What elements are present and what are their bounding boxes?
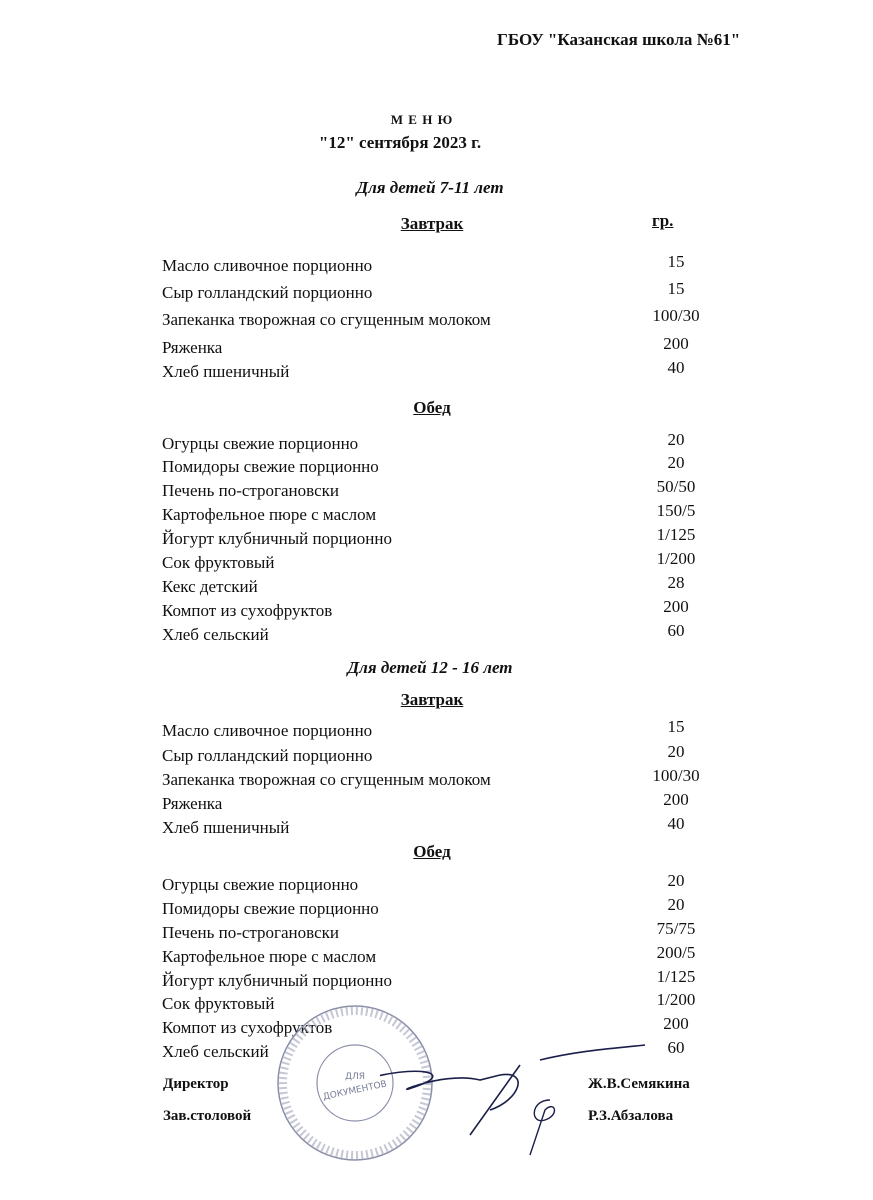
menu-item-name: Запеканка творожная со сгущенным молоком	[162, 770, 491, 789]
signatory-role: Зав.столовой	[163, 1108, 252, 1124]
menu-item-weight: 28	[667, 573, 685, 592]
menu-item-name: Сыр голландский порционно	[162, 746, 373, 765]
menu-item-weight: 150/5	[656, 501, 696, 520]
menu-date: "12" сентября 2023 г.	[318, 133, 482, 152]
menu-item-name: Масло сливочное порционно	[162, 256, 373, 275]
age-group-heading: Для детей 7-11 лет	[356, 178, 504, 197]
menu-item-weight: 20	[667, 453, 685, 472]
menu-item-name: Запеканка творожная со сгущенным молоком	[162, 310, 491, 329]
menu-item-weight: 100/30	[652, 766, 700, 785]
menu-item-name: Помидоры свежие порционно	[162, 899, 379, 918]
menu-item-weight: 20	[667, 430, 685, 449]
menu-item-name: Хлеб сельский	[162, 1042, 269, 1061]
menu-item-weight: 20	[667, 871, 685, 890]
menu-item-weight: 200	[663, 790, 689, 809]
menu-item-weight: 200/5	[656, 943, 696, 962]
menu-item-weight: 200	[663, 334, 689, 353]
meal-heading: Завтрак	[400, 690, 464, 709]
menu-item-name: Сыр голландский порционно	[162, 283, 373, 302]
menu-item-weight: 20	[667, 895, 685, 914]
weight-unit-header: гр.	[652, 211, 674, 230]
menu-item-name: Йогурт клубничный порционно	[162, 971, 392, 990]
menu-item-weight: 1/200	[656, 990, 696, 1009]
menu-item-weight: 1/125	[656, 525, 696, 544]
signatory-name: Р.З.Абзалова	[588, 1108, 674, 1124]
menu-item-name: Хлеб пшеничный	[162, 818, 290, 837]
menu-item-name: Ряженка	[162, 794, 223, 813]
menu-item-name: Йогурт клубничный порционно	[162, 529, 392, 548]
menu-item-name: Картофельное пюре с маслом	[162, 505, 377, 524]
menu-item-weight: 75/75	[656, 919, 696, 938]
menu-item-name: Ряженка	[162, 338, 223, 357]
signature-marks	[380, 1040, 650, 1160]
menu-item-weight: 1/200	[656, 549, 696, 568]
menu-item-weight: 1/125	[656, 967, 696, 986]
menu-item-weight: 15	[667, 252, 685, 271]
menu-item-name: Печень по-строгановски	[162, 923, 339, 942]
menu-item-name: Сок фруктовый	[162, 994, 275, 1013]
menu-item-weight: 15	[667, 717, 685, 736]
signatory-role: Директор	[163, 1076, 229, 1092]
menu-item-weight: 200	[663, 597, 689, 616]
menu-item-weight: 40	[667, 814, 685, 833]
menu-item-name: Печень по-строгановски	[162, 481, 339, 500]
menu-item-name: Кекс детский	[162, 577, 258, 596]
menu-item-name: Огурцы свежие порционно	[162, 434, 359, 453]
menu-item-weight: 100/30	[652, 306, 700, 325]
meal-heading: Обед	[413, 842, 451, 861]
age-group-heading: Для детей 12 - 16 лет	[347, 658, 513, 677]
menu-item-name: Помидоры свежие порционно	[162, 457, 379, 476]
meal-heading: Обед	[413, 398, 451, 417]
menu-item-name: Сок фруктовый	[162, 553, 275, 572]
menu-item-weight: 60	[667, 1038, 685, 1057]
menu-item-name: Компот из сухофруктов	[162, 1018, 333, 1037]
menu-item-name: Хлеб пшеничный	[162, 362, 290, 381]
menu-item-weight: 20	[667, 742, 685, 761]
menu-item-weight: 50/50	[656, 477, 696, 496]
svg-text:ДОКУМЕНТОВ: ДОКУМЕНТОВ	[322, 1079, 388, 1103]
menu-item-weight: 200	[663, 1014, 689, 1033]
menu-item-name: Масло сливочное порционно	[162, 721, 373, 740]
menu-item-weight: 15	[667, 279, 685, 298]
document-title: М Е Н Ю	[390, 112, 454, 127]
signatory-name: Ж.В.Семякина	[588, 1076, 690, 1092]
menu-item-weight: 60	[667, 621, 685, 640]
menu-item-name: Огурцы свежие порционно	[162, 875, 359, 894]
meal-heading: Завтрак	[400, 214, 464, 233]
menu-item-name: Картофельное пюре с маслом	[162, 947, 377, 966]
menu-item-weight: 40	[667, 358, 685, 377]
organization-header: ГБОУ "Казанская школа №61"	[497, 30, 741, 49]
menu-item-name: Хлеб сельский	[162, 625, 269, 644]
menu-item-name: Компот из сухофруктов	[162, 601, 333, 620]
svg-text:ДЛЯ: ДЛЯ	[344, 1072, 366, 1082]
